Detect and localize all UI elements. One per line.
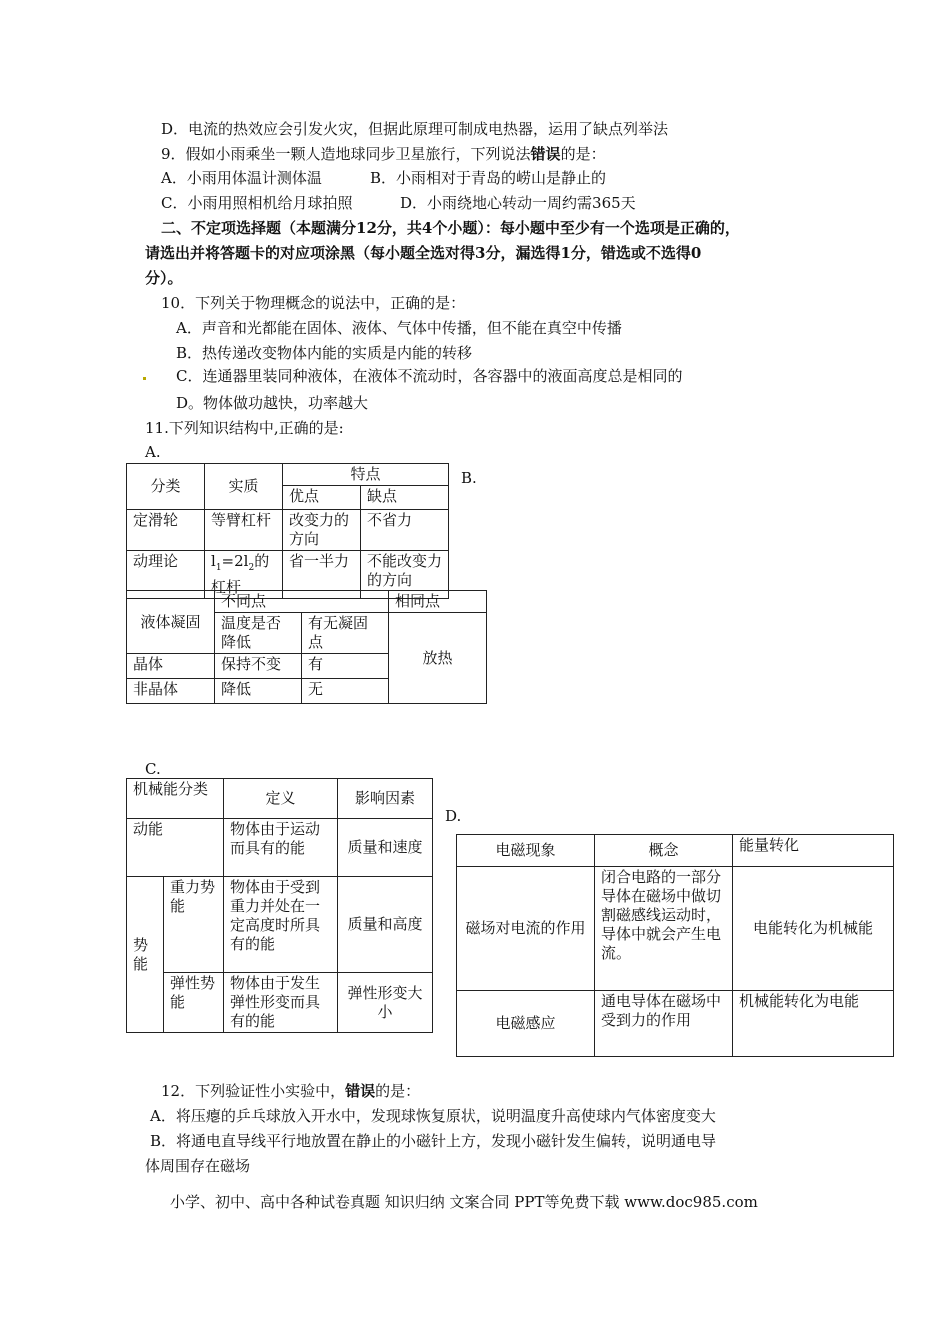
q9-stem-emphasis: 错误 — [530, 145, 561, 163]
table-c-gravity: 重力势能 — [164, 877, 224, 973]
table-b-solidification — [126, 590, 487, 704]
lever-eq: =2l — [221, 552, 249, 570]
q9-option-d: D．小雨绕地心转动一周约需365天 — [400, 194, 636, 212]
q11-label-c: C. — [145, 760, 161, 778]
q9-option-c: C．小雨用照相机给月球拍照 — [161, 194, 353, 212]
table-c-kinetic-def: 物体由于运动而具有的能 — [224, 819, 338, 877]
table-c-kinetic: 动能 — [127, 819, 224, 877]
q9-stem — [161, 144, 606, 164]
q11-label-a: A. — [145, 443, 161, 461]
table-b-header-name: 液体凝固 — [127, 591, 215, 654]
table-c-potential: 势能 — [127, 877, 164, 1033]
table-b-same-value: 放热 — [389, 613, 487, 704]
table-a-header-feature: 特点 — [283, 464, 449, 486]
q12-stem-emphasis: 错误 — [345, 1082, 376, 1100]
table-a-cell: 改变力的方向 — [283, 510, 361, 551]
q10-option-b: B．热传递改变物体内能的实质是内能的转移 — [176, 344, 473, 362]
table-c-header-def: 定义 — [224, 779, 338, 819]
table-d-header-phen: 电磁现象 — [457, 835, 595, 867]
table-b-cell: 非晶体 — [127, 679, 215, 704]
table-d-cell: 机械能转化为电能 — [733, 991, 894, 1057]
table-a-cell: 等臂杠杆 — [205, 510, 283, 551]
table-c-elastic-factor: 弹性形变大小 — [338, 973, 433, 1033]
q8-option-d: D．电流的热效应会引发火灾，但据此原理可制成电热器，运用了缺点列举法 — [161, 120, 669, 138]
table-c-header-factor: 影响因素 — [338, 779, 433, 819]
table-b-cell: 有 — [302, 654, 389, 679]
q11-label-b: B. — [461, 469, 477, 487]
table-c-elastic-def: 物体由于发生弹性形变而具有的能 — [224, 973, 338, 1033]
table-d-cell: 电能转化为机械能 — [733, 867, 894, 991]
table-b-cell: 无 — [302, 679, 389, 704]
q11-stem: 11.下列知识结构中,正确的是: — [145, 419, 344, 437]
table-a-cell: 动理论 — [127, 551, 205, 599]
q9-stem-end: 的是： — [560, 145, 606, 163]
table-b-cell: 晶体 — [127, 654, 215, 679]
q11-label-d: D. — [445, 807, 462, 825]
section2-heading-3: 分）。 — [145, 269, 183, 287]
lever-rest: 的杠杆 — [211, 552, 270, 596]
q12-stem — [161, 1081, 420, 1101]
table-c-mechanical-energy — [126, 778, 433, 1033]
table-b-cell: 降低 — [215, 679, 302, 704]
q10-stem: 10．下列关于物理概念的说法中，正确的是： — [161, 294, 466, 312]
table-d-cell: 通电导体在磁场中受到力的作用 — [595, 991, 733, 1057]
table-b-cell: 保持不变 — [215, 654, 302, 679]
q10-option-c: C．连通器里装同种液体，在液体不流动时，各容器中的液面高度总是相同的 — [176, 367, 683, 385]
q12-option-b-1: B．将通电直导线平行地放置在静止的小磁针上方，发现小磁针发生偏转，说明通电导 — [150, 1132, 717, 1150]
table-d-header-concept: 概念 — [595, 835, 733, 867]
lever-sub1: 1 — [215, 563, 222, 573]
page-footer: 小学、初中、高中各种试卷真题 知识归纳 文案合同 PPT等免费下载 www.doc985.com — [170, 1193, 758, 1211]
table-a-header-essence: 实质 — [205, 464, 283, 510]
table-c-kinetic-factor: 质量和速度 — [338, 819, 433, 877]
section2-heading-1: 二、不定项选择题（本题满分12分，共4个小题）：每小题中至少有一个选项是正确的， — [161, 219, 740, 237]
q9-option-a: A．小雨用体温计测体温 — [161, 169, 322, 187]
table-c-header-class: 机械能分类 — [127, 779, 224, 819]
table-d-electromagnetism — [456, 834, 894, 1057]
q9-stem-text: 9．假如小雨乘坐一颗人造地球同步卫星旅行，下列说法 — [161, 145, 531, 163]
q9-option-b: B．小雨相对于青岛的崂山是静止的 — [370, 169, 607, 187]
table-b-header-same: 相同点 — [389, 591, 487, 613]
table-d-header-energy: 能量转化 — [733, 835, 894, 867]
stray-mark — [143, 377, 146, 380]
table-a-cell: 省一半力 — [283, 551, 361, 599]
table-b-header-temp: 温度是否降低 — [215, 613, 302, 654]
lever-sub2: 2 — [248, 563, 255, 573]
table-a-cell: 定滑轮 — [127, 510, 205, 551]
q12-stem-end: 的是： — [375, 1082, 421, 1100]
table-a-pulleys — [126, 463, 449, 599]
lever-l: l — [211, 552, 216, 570]
q12-option-b-2: 体周围存在磁场 — [145, 1157, 251, 1175]
q12-stem-text: 12．下列验证性小实验中， — [161, 1082, 346, 1100]
table-b-header-point: 有无凝固点 — [302, 613, 389, 654]
table-b-header-diff: 不同点 — [215, 591, 389, 613]
q10-option-a: A．声音和光都能在固体、液体、气体中传播，但不能在真空中传播 — [176, 319, 622, 337]
table-c-elastic: 弹性势能 — [164, 973, 224, 1033]
table-a-cell: 不能改变力的方向 — [361, 551, 449, 599]
table-a-header-class: 分类 — [127, 464, 205, 510]
table-d-cell: 电磁感应 — [457, 991, 595, 1057]
table-a-cell: 不省力 — [361, 510, 449, 551]
table-a-header-disadv: 缺点 — [361, 486, 449, 510]
table-c-gravity-factor: 质量和高度 — [338, 877, 433, 973]
table-d-cell: 磁场对电流的作用 — [457, 867, 595, 991]
q10-option-d: D。物体做功越快，功率越大 — [176, 394, 369, 412]
table-a-header-adv: 优点 — [283, 486, 361, 510]
table-d-cell: 闭合电路的一部分导体在磁场中做切割磁感线运动时，导体中就会产生电流。 — [595, 867, 733, 991]
section2-heading-2: 请选出并将答题卡的对应项涂黑（每小题全选对得3分，漏选得1分，错选或不选得0 — [145, 244, 702, 262]
table-c-gravity-def: 物体由于受到重力并处在一定高度时所具有的能 — [224, 877, 338, 973]
q12-option-a: A．将压瘪的乒乓球放入开水中，发现球恢复原状，说明温度升高使球内气体密度变大 — [150, 1107, 716, 1125]
